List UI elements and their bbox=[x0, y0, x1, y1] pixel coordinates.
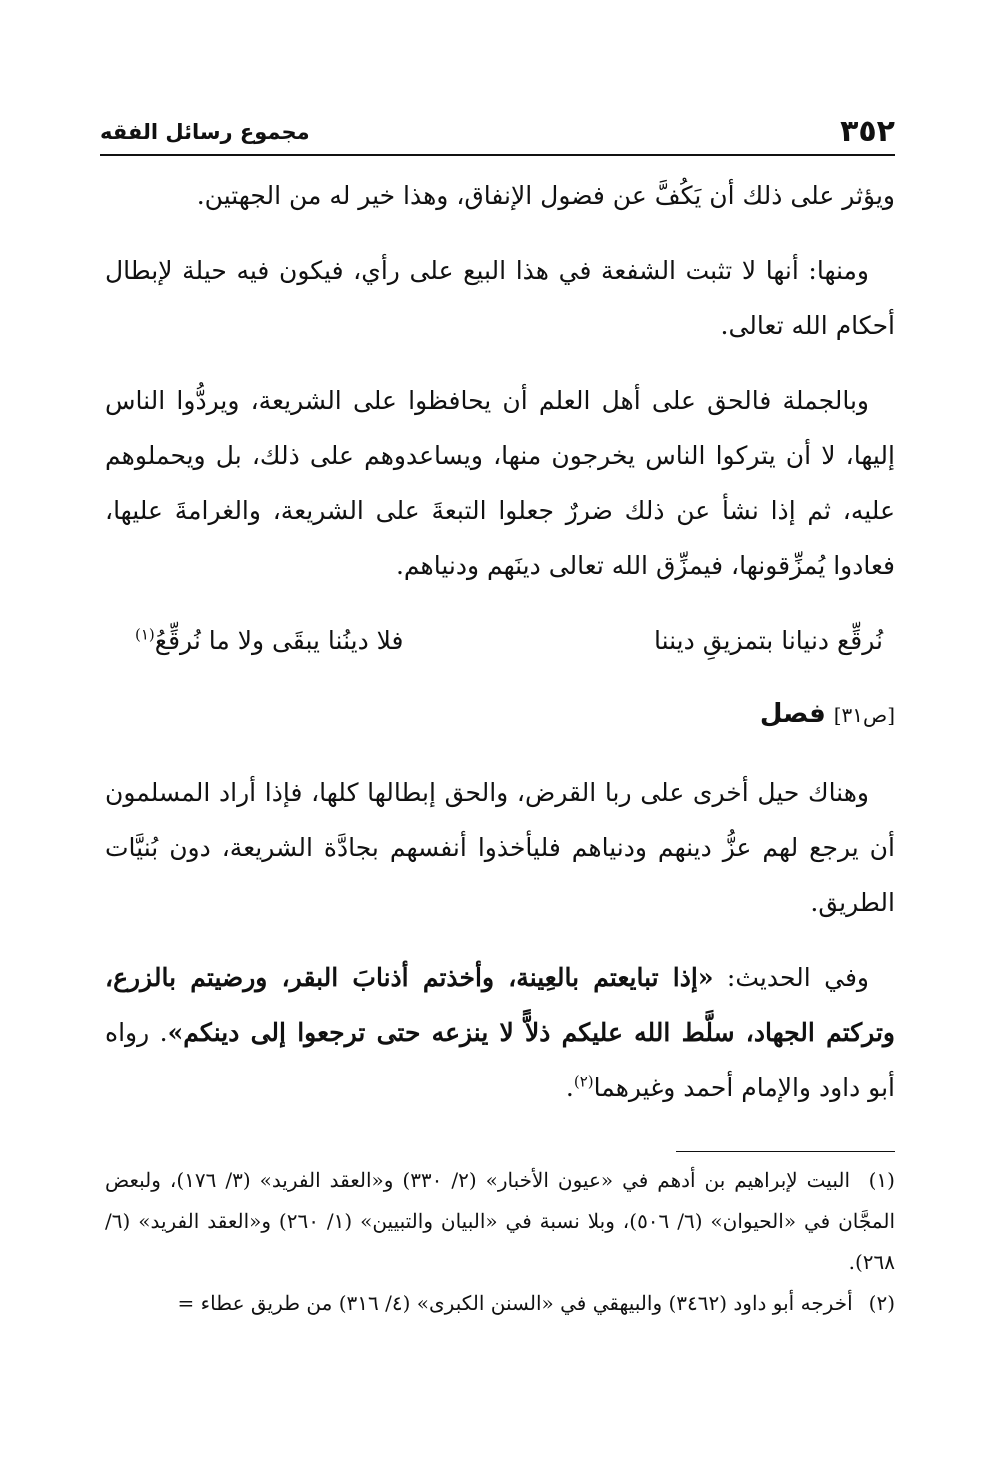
footnotes bbox=[105, 1160, 895, 1324]
footnote-2-number: (٢) bbox=[868, 1291, 895, 1315]
footnote-marker-1[interactable]: (١) bbox=[135, 625, 155, 644]
footnote-separator bbox=[676, 1151, 895, 1152]
header-rule bbox=[100, 154, 895, 156]
footnote-1 bbox=[105, 1160, 895, 1283]
hadith-quote: «إذا تبايعتم بالعِينة، وأخذتم أذنابَ البقر، ورضيتم بالزرع، وتركتم الجهاد، سلَّط الله عليكم ذلاًّ لا ينزعه حتى ترجعوا إلى دينكم» bbox=[105, 963, 895, 1047]
footnote-2 bbox=[105, 1283, 895, 1324]
paragraph-1: ويؤثر على ذلك أن يَكُفَّ عن فضول الإنفاق، وهذا خير له من الجهتين. bbox=[196, 181, 895, 210]
verse-first-hemistich: نُرقِّع دنيانا بتمزيقِ ديننا bbox=[653, 626, 883, 655]
section-title: فصل bbox=[759, 699, 826, 729]
footnote-1-text: البيت لإبراهيم بن أدهم في «عيون الأخبار» (٢/ ٣٣٠) و«العقد الفريد» (٣/ ١٧٦)، ولبعض المجَّان في «الحيوان» (٦/ ٥٠٦)، وبلا نسبة في «البيان والتبيين» (١/ ٢٦٠) و«العقد الفريد» (٦/ ٢٦٨). bbox=[105, 1168, 895, 1274]
verse-second-hemistich: فلا دينُنا يبقَى ولا ما نُرقِّعُ bbox=[154, 626, 404, 655]
verse-second-hemistich-wrap bbox=[135, 613, 404, 668]
footnote-2-text: أخرجه أبو داود (٣٤٦٢) والبيهقي في «السنن الكبرى» (٤/ ٣١٦) من طريق عطاء = bbox=[177, 1291, 853, 1315]
footnote-1-number: (١) bbox=[868, 1168, 895, 1192]
paragraph-5 bbox=[105, 950, 895, 1115]
book-title: مجموع رسائل الفقه bbox=[100, 120, 310, 144]
main-text bbox=[105, 168, 895, 1135]
hadith-source: . رواه أبو داود والإمام أحمد وغيرهما bbox=[105, 1018, 895, 1102]
footnote-marker-2[interactable]: (٢) bbox=[573, 1072, 594, 1091]
paragraph-2: ومنها: أنها لا تثبت الشفعة في هذا البيع على رأي، فيكون فيه حيلة لإبطال أحكام الله تعالى. bbox=[105, 256, 895, 340]
poetry-verse bbox=[105, 613, 895, 668]
page-number: ٣٥٢ bbox=[840, 114, 895, 149]
section-heading bbox=[105, 686, 895, 743]
running-header bbox=[100, 112, 895, 152]
paragraph-end: . bbox=[565, 1073, 574, 1102]
section-page-ref: [ص٣١] bbox=[833, 703, 895, 727]
paragraph-3: وبالجملة فالحق على أهل العلم أن يحافظوا على الشريعة، ويردُّوا الناس إليها، لا أن يتركوا الناس يخرجون منها، ويساعدوهم على ذلك، بل ويحملوهم عليه، ثم إذا نشأ عن ذلك ضررٌ جعلوا التبعةَ على الشريعة، والغرامةَ عليها، فعادوا يُمزِّقونها، فيمزِّق الله تعالى دينَهم ودنياهم. bbox=[105, 386, 895, 580]
hadith-lead: وفي الحديث: bbox=[713, 963, 869, 992]
paragraph-4: وهناك حيل أخرى على ربا القرض، والحق إبطالها كلها، فإذا أراد المسلمون أن يرجع لهم عزُّ دينهم ودنياهم فليأخذوا أنفسهم بجادَّة الشريعة، دون بُنيَّات الطريق. bbox=[105, 778, 895, 917]
